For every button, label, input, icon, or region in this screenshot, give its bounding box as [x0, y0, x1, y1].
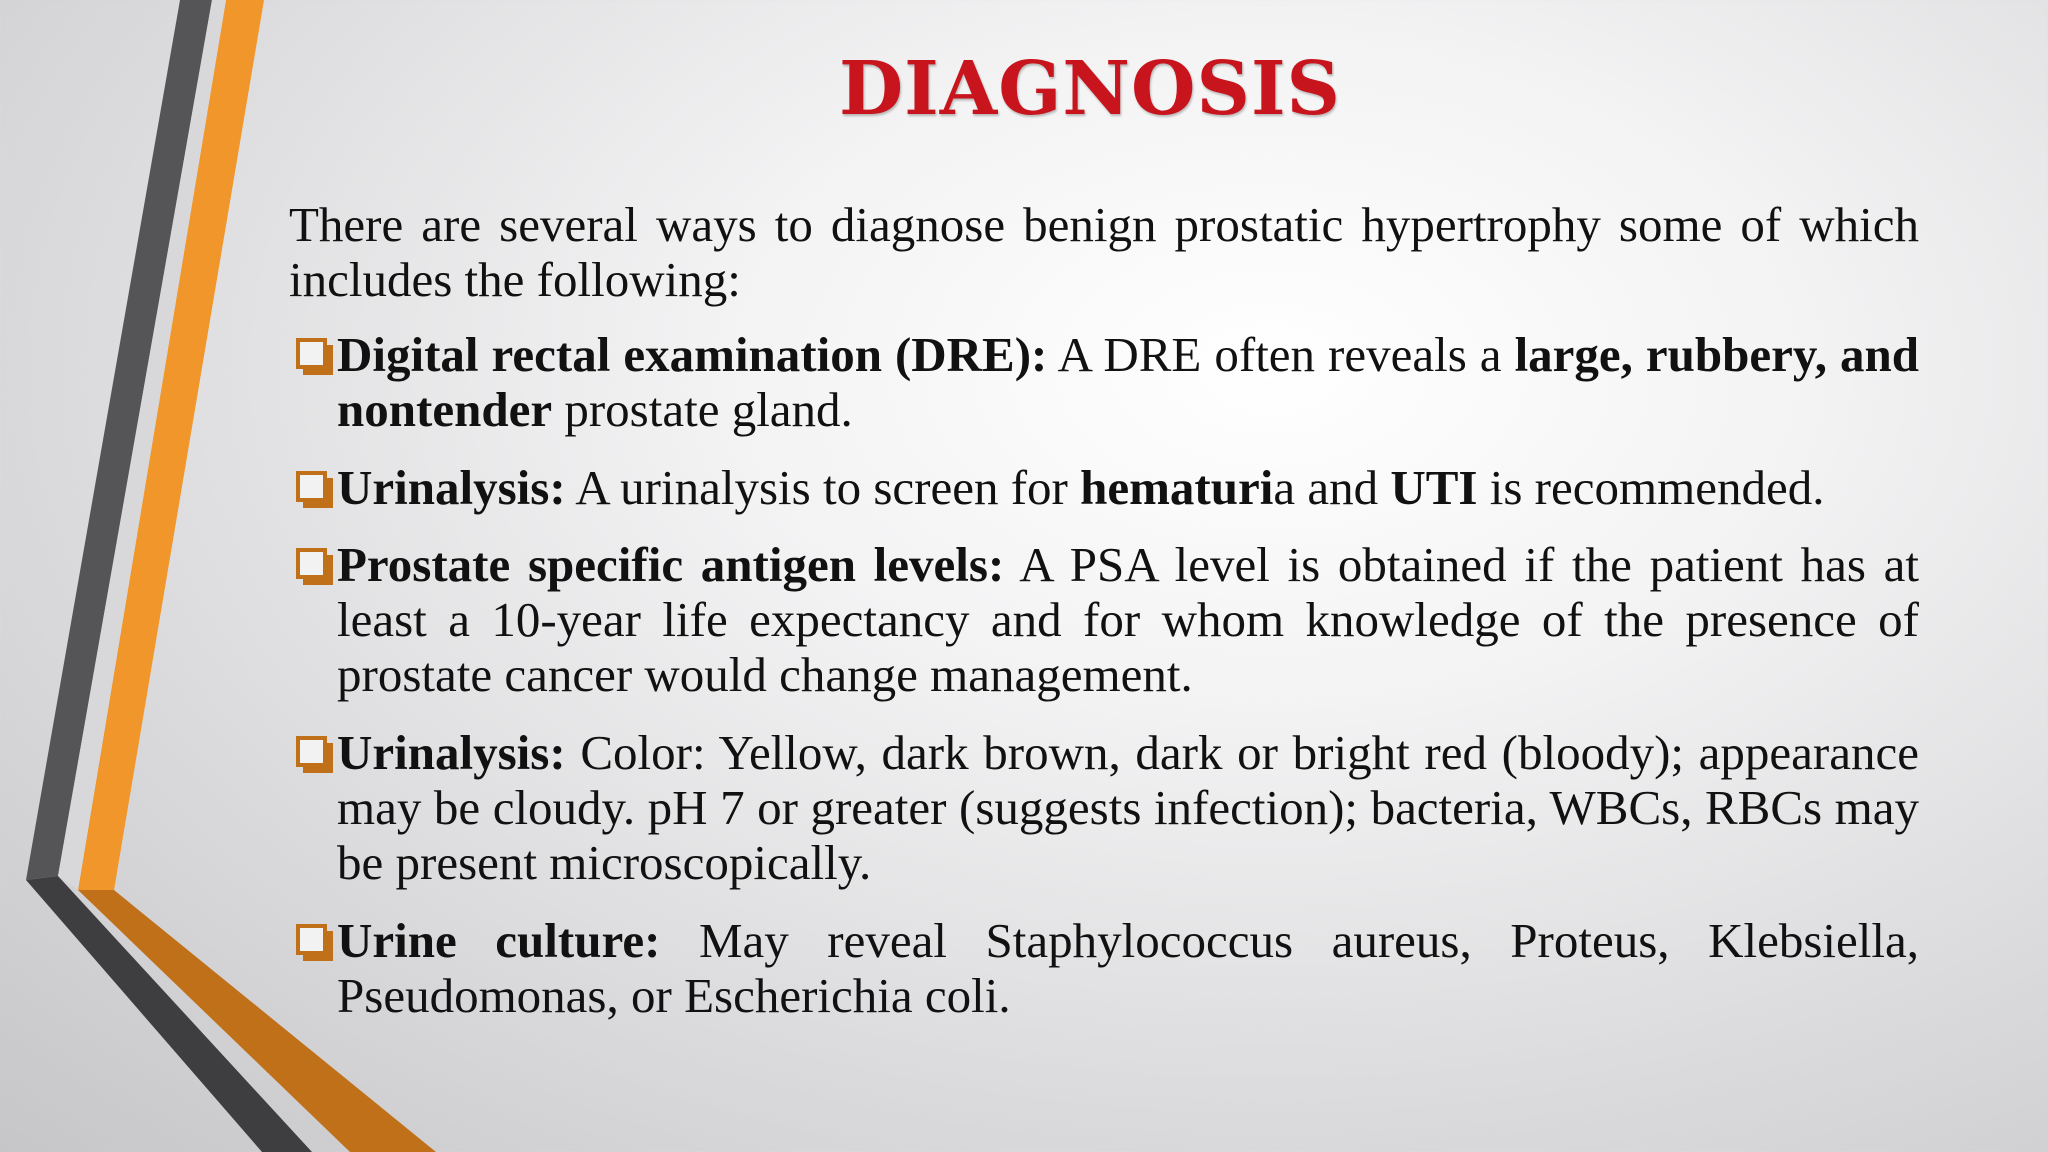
- gray-stripe-lower: [26, 876, 312, 1152]
- list-item-text: [337, 538, 1919, 703]
- hollow-square-bullet-icon: [296, 924, 332, 960]
- hollow-square-bullet-icon: [296, 736, 332, 772]
- item-term: Urinalysis:: [337, 725, 566, 780]
- list-item-urine-culture: [289, 914, 1919, 1024]
- item-text-segment: May reveal Staphylococcus aureus, Proteus, Klebsiella, Pseudomonas, or Escherichia coli.: [337, 912, 1919, 1023]
- item-text-segment: A DRE often reveals a: [1047, 326, 1515, 382]
- list-item-psa: [289, 538, 1919, 703]
- item-term: Prostate specific antigen levels:: [337, 537, 1005, 593]
- hollow-square-bullet-icon: [296, 548, 332, 584]
- list-item-text: [337, 726, 1919, 891]
- list-item-text: [337, 914, 1919, 1024]
- item-text-segment: is recommended.: [1477, 459, 1825, 515]
- slide-title: DIAGNOSIS: [839, 46, 1341, 132]
- item-text-segment: Color: Yellow, dark brown, dark or bright red (bloody); appearance may be cloudy. pH 7 or greater (suggests infection); bacteria, WBCs, RBCs may be present microscopically.: [337, 725, 1919, 890]
- hollow-square-bullet-icon: [296, 338, 332, 374]
- slide-body: [289, 198, 1919, 1046]
- item-term: Urine culture:: [337, 912, 661, 968]
- list-item-text: [337, 328, 1919, 438]
- intro-paragraph: There are several ways to diagnose benign prostatic hypertrophy some of which includes the following:: [289, 197, 1919, 307]
- item-term: Urinalysis:: [337, 459, 566, 515]
- list-item-text: [337, 461, 1919, 516]
- item-emphasis: UTI: [1390, 459, 1478, 515]
- list-item-dre: [289, 328, 1919, 438]
- item-emphasis: hematuri: [1080, 459, 1274, 515]
- item-text-segment: A urinalysis to screen for: [565, 459, 1081, 515]
- list-item-urinalysis-findings: [289, 726, 1919, 891]
- item-term: Digital rectal examination (DRE):: [337, 326, 1048, 382]
- stripe-gap-highlight: [58, 0, 226, 890]
- item-text-segment: A PSA level is obtained if the patient has at least a 10-year life expectancy and for whom knowledge of the presence of prostate cancer would change management.: [337, 537, 1920, 703]
- item-text-segment: prostate gland.: [552, 381, 853, 437]
- list-item-urinalysis-screen: [289, 461, 1919, 516]
- hollow-square-bullet-icon: [296, 471, 332, 507]
- item-emphasis: large, rubbery, and nontender: [337, 326, 1919, 437]
- item-text-segment: a and: [1273, 459, 1391, 515]
- diagnosis-list: [289, 328, 1919, 1024]
